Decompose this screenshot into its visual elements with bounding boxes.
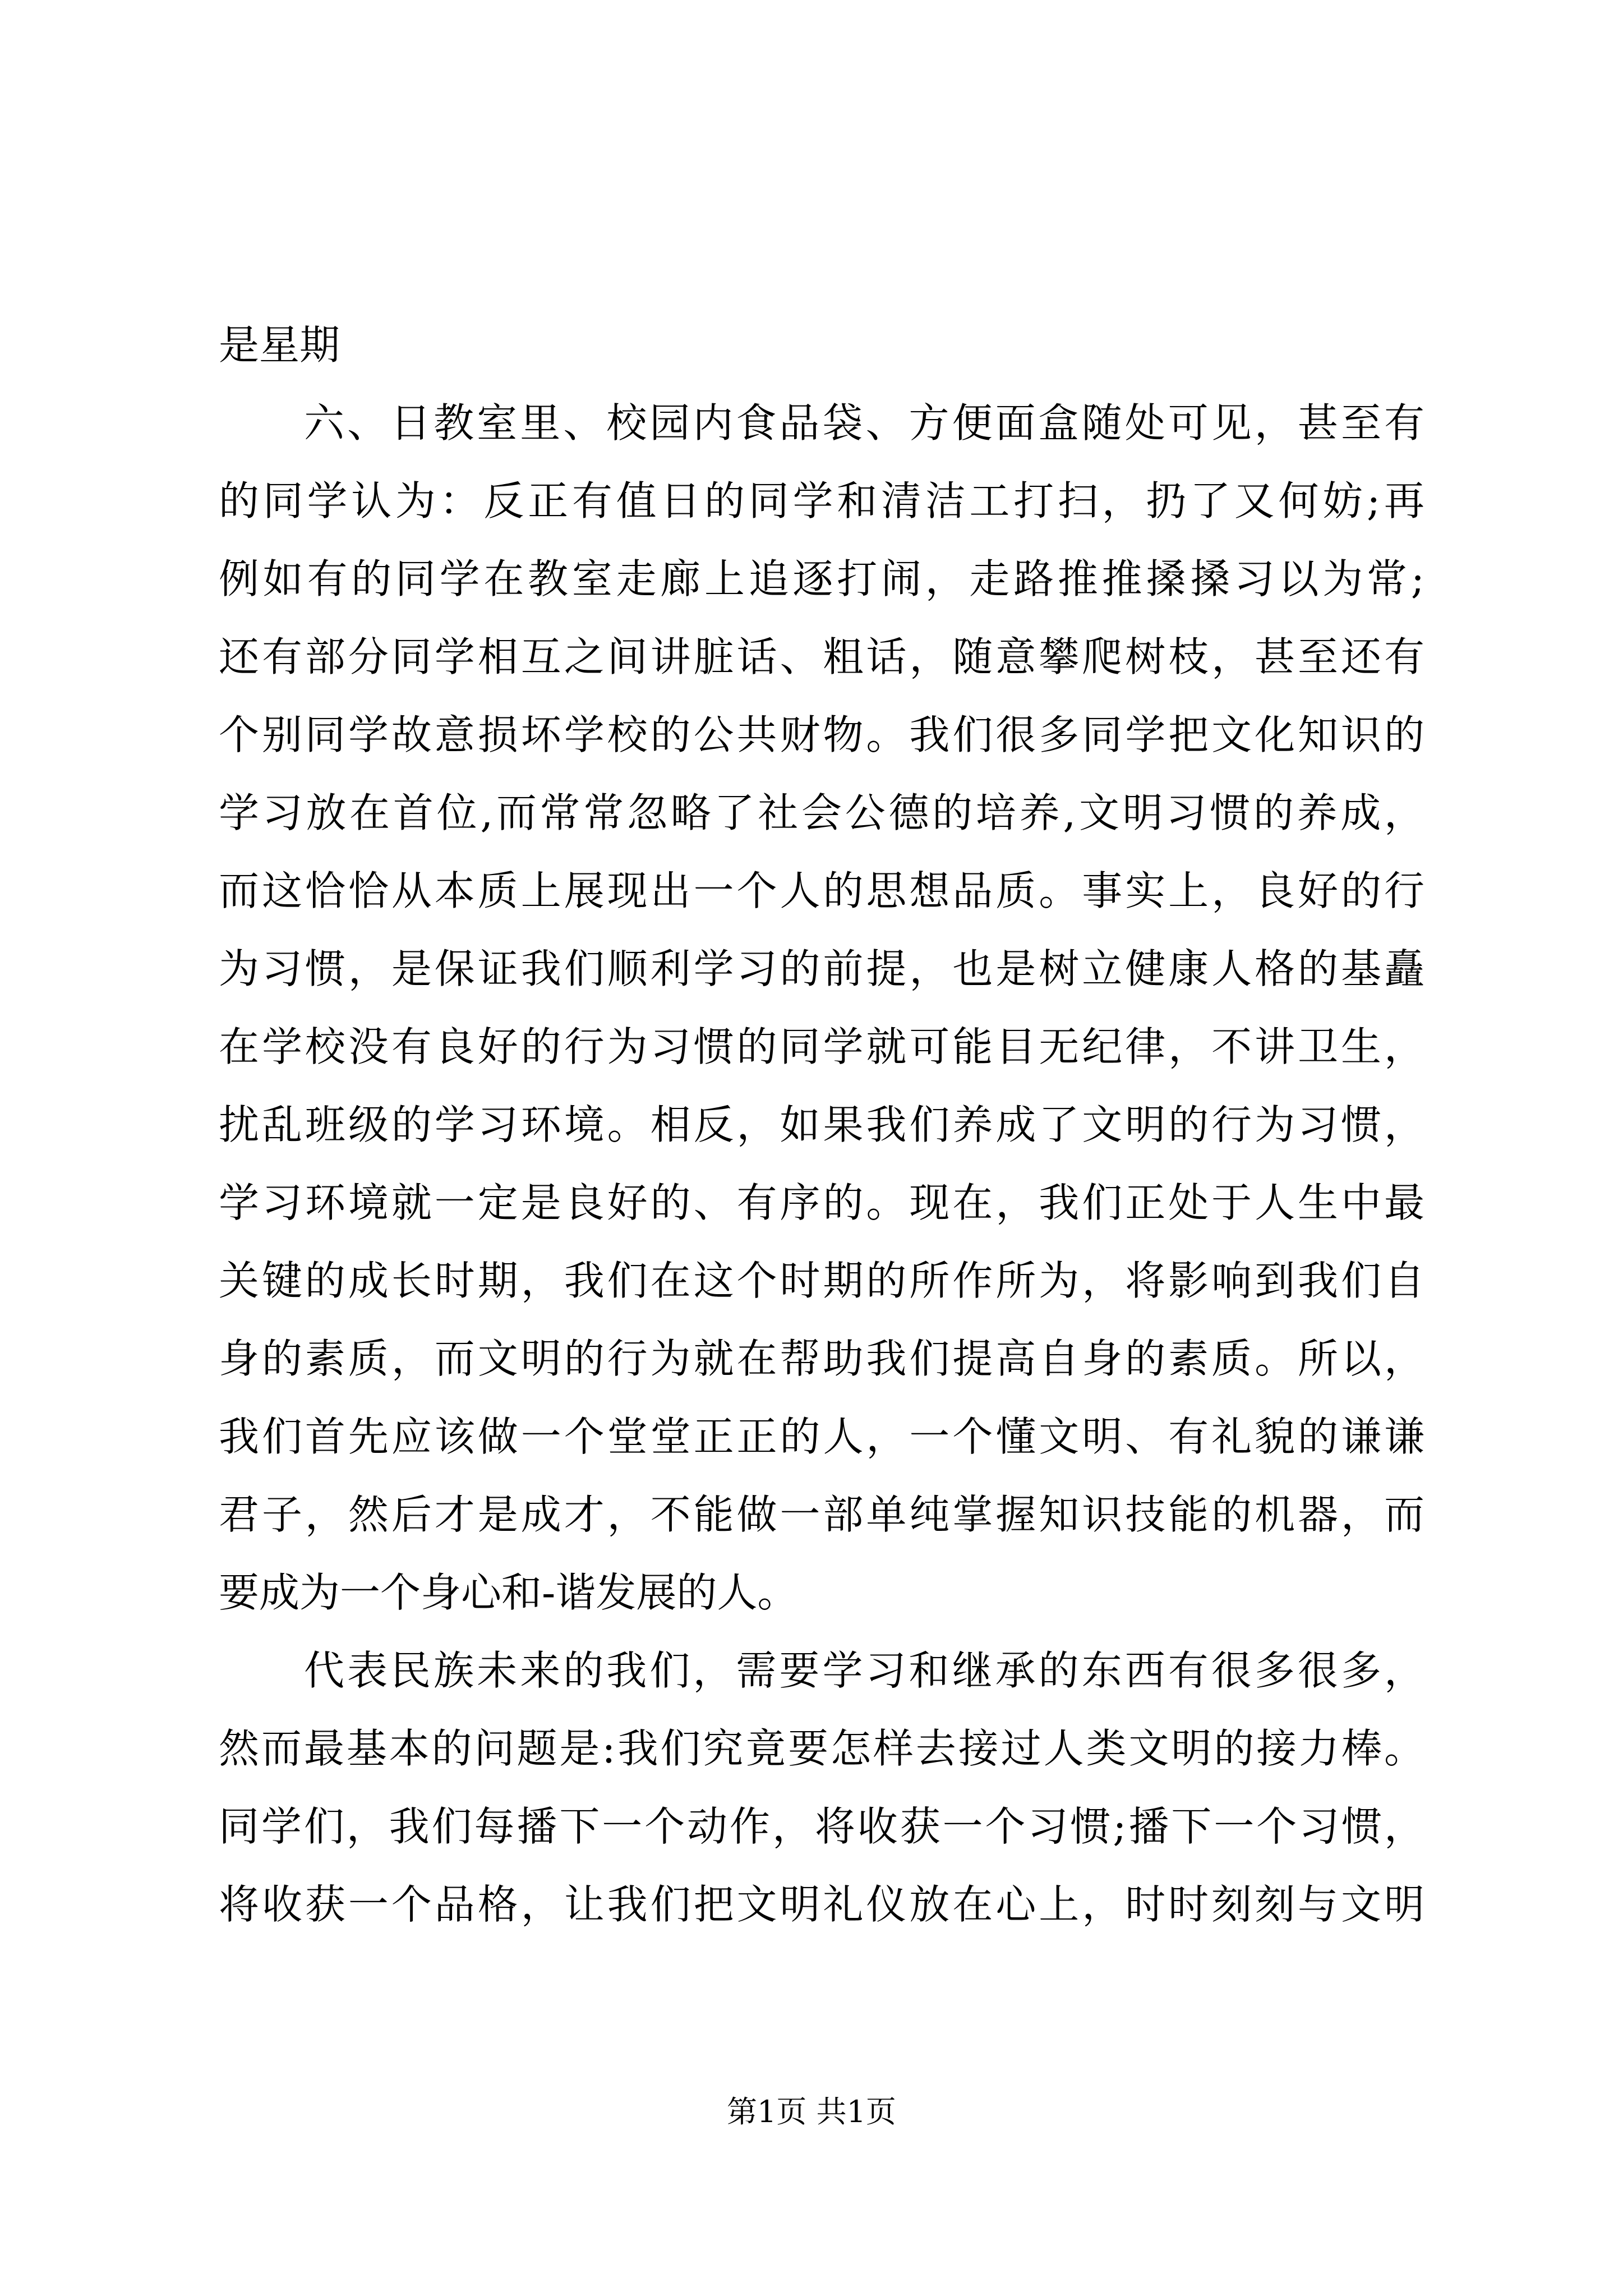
text-line: 身的素质，而文明的行为就在帮助我们提高自身的素质。所以， [219,1335,1424,1382]
text-line: 还有部分同学相互之间讲脏话、粗话，随意攀爬树枝，甚至还有 [219,633,1424,680]
text-line: 个别同学故意损坏学校的公共财物。我们很多同学把文化知识的 [219,711,1424,758]
text-line: 我们首先应该做一个堂堂正正的人，一个懂文明、有礼貌的谦谦 [219,1413,1424,1460]
text-line: 是星期 [219,321,340,369]
text-line: 而这恰恰从本质上展现出一个人的思想品质。事实上，良好的行 [219,867,1424,914]
page-footer: 第1页 共1页 [727,2094,896,2129]
text-line: 学习放在首位,而常常忽略了社会公德的培养,文明习惯的养成， [219,789,1424,836]
text-line: 代表民族未来的我们，需要学习和继承的东西有很多很多， [304,1647,1424,1694]
text-line: 扰乱班级的学习环境。相反，如果我们养成了文明的行为习惯， [219,1101,1424,1148]
text-line: 为习惯，是保证我们顺利学习的前提，也是树立健康人格的基矗 [219,945,1424,992]
text-line: 将收获一个品格，让我们把文明礼仪放在心上，时时刻刻与文明 [219,1881,1424,1928]
text-line: 的同学认为：反正有值日的同学和清洁工打扫，扔了又何妨;再 [219,477,1424,524]
text-line: 例如有的同学在教室走廊上追逐打闹，走路推推搡搡习以为常; [219,555,1424,602]
text-line: 要成为一个身心和-谐发展的人。 [219,1569,798,1616]
body-text [219,306,1424,1944]
text-line: 同学们，我们每播下一个动作，将收获一个习惯;播下一个习惯， [219,1803,1424,1850]
text-line: 君子，然后才是成才，不能做一部单纯掌握知识技能的机器，而 [219,1491,1424,1538]
text-line: 然而最基本的问题是:我们究竟要怎样去接过人类文明的接力棒。 [219,1725,1424,1772]
text-line: 学习环境就一定是良好的、有序的。现在，我们正处于人生中最 [219,1179,1424,1226]
text-line: 关键的成长时期，我们在这个时期的所作所为，将影响到我们自 [219,1257,1424,1304]
text-line: 六、日教室里、校园内食品袋、方便面盒随处可见，甚至有 [304,399,1424,447]
text-line: 在学校没有良好的行为习惯的同学就可能目无纪律，不讲卫生， [219,1023,1424,1070]
